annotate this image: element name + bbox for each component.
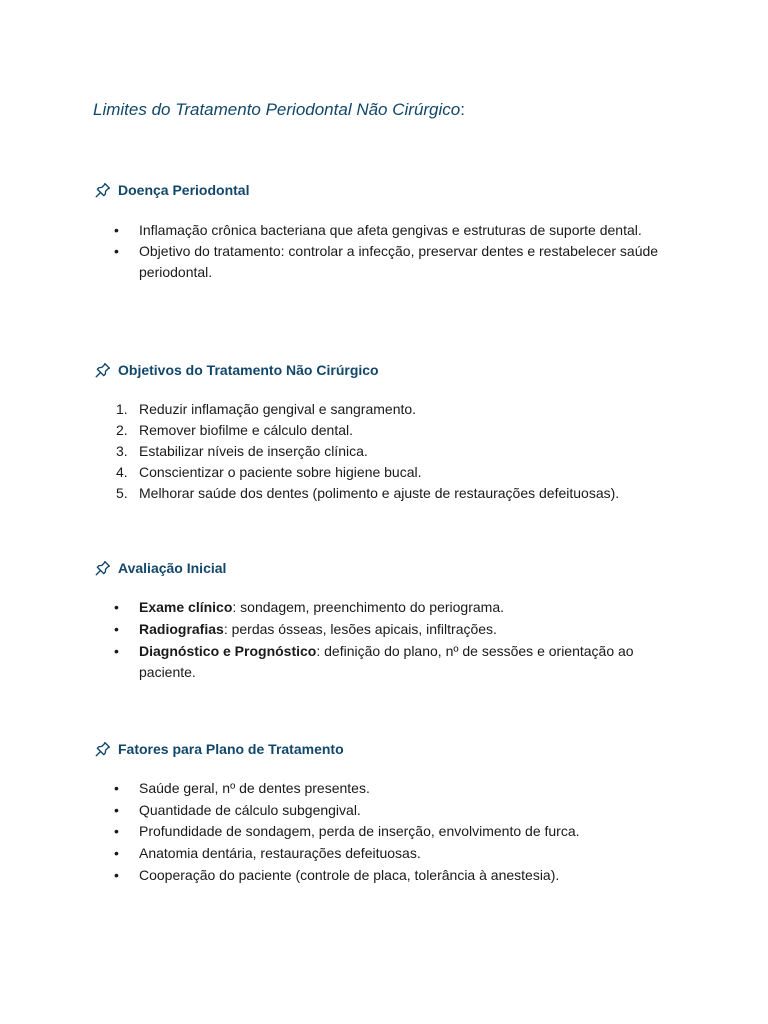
list-item [94,619,674,640]
document-title [93,100,465,120]
list-item-text: Quantidade de cálculo subgengival. [139,802,361,818]
bullet-marker: • [114,643,119,659]
list-item-text: Reduzir inflamação gengival e sangramento. [139,401,417,417]
bullet-marker: • [114,823,119,839]
bullet-marker: • [114,780,119,796]
section-heading [94,179,674,201]
list-item [94,800,674,821]
list-item-text: Profundidade de sondagem, perda de inserção, envolvimento de furca. [139,823,580,839]
pushpin-icon [94,361,112,379]
bullet-marker: • [114,599,119,615]
list-item [94,483,674,504]
number-marker: 3. [116,443,128,459]
list-item [94,865,674,886]
section-heading [94,359,674,381]
list-item [94,641,674,683]
section-doenca-periodontal [94,179,674,280]
list-item-text: Remover biofilme e cálculo dental. [139,422,353,438]
number-marker: 4. [116,464,128,480]
bullet-list [94,778,674,886]
bullet-list [94,597,674,683]
section-title: Fatores para Plano de Tratamento [118,741,344,757]
list-item [94,843,674,864]
list-item-text: Conscientizar o paciente sobre higiene bucal. [139,464,422,480]
number-marker: 1. [116,401,128,417]
list-item-text: Objetivo do tratamento: controlar a infecção, preservar dentes e restabelecer saúde periodontal. [139,243,659,280]
list-item-text: Estabilizar níveis de inserção clínica. [139,443,368,459]
list-item [94,241,674,283]
bullet-marker: • [114,243,119,259]
list-item-text: Melhorar saúde dos dentes (polimento e ajuste de restaurações defeituosas). [139,485,620,501]
pushpin-icon [94,740,112,758]
bullet-marker: • [114,867,119,883]
section-title: Avaliação Inicial [118,560,227,576]
list-item [94,462,674,483]
number-marker: 2. [116,422,128,438]
list-item [94,597,674,618]
bullet-marker: • [114,802,119,818]
section-avaliacao-inicial [94,557,674,680]
list-item-text: : sondagem, preenchimento do periograma. [232,599,504,615]
list-item [94,441,674,462]
list-item-text: Cooperação do paciente (controle de placa, tolerância à anestesia). [139,867,560,883]
numbered-list [94,399,674,504]
list-item-term: Diagnóstico e Prognóstico [139,643,317,659]
list-item-term: Exame clínico [139,599,233,615]
list-item [94,821,674,842]
section-heading [94,557,674,579]
section-objetivos [94,359,674,501]
list-item-term: Radiografias [139,621,224,637]
document-title-colon: : [460,100,465,119]
number-marker: 5. [116,485,128,501]
pushpin-icon [94,559,112,577]
list-item [94,399,674,420]
list-item-text: : perdas ósseas, lesões apicais, infiltrações. [223,621,497,637]
bullet-marker: • [114,621,119,637]
bullet-marker: • [114,222,119,238]
section-title: Objetivos do Tratamento Não Cirúrgico [118,362,379,378]
section-fatores-plano [94,738,674,883]
pushpin-icon [94,181,112,199]
list-item-text: : definição do plano, nº de sessões e orientação ao paciente. [139,643,634,680]
list-item [94,778,674,799]
list-item-text: Inflamação crônica bacteriana que afeta gengivas e estruturas de suporte dental. [139,222,642,238]
list-item-text: Anatomia dentária, restaurações defeituosas. [139,845,421,861]
bullet-marker: • [114,845,119,861]
list-item [94,420,674,441]
list-item [94,220,674,241]
section-title: Doença Periodontal [118,182,250,198]
bullet-list [94,220,674,283]
section-heading [94,738,674,760]
document-title-main: Limites do Tratamento Periodontal Não Cirúrgico [93,100,461,119]
list-item-text: Saúde geral, nº de dentes presentes. [139,780,370,796]
